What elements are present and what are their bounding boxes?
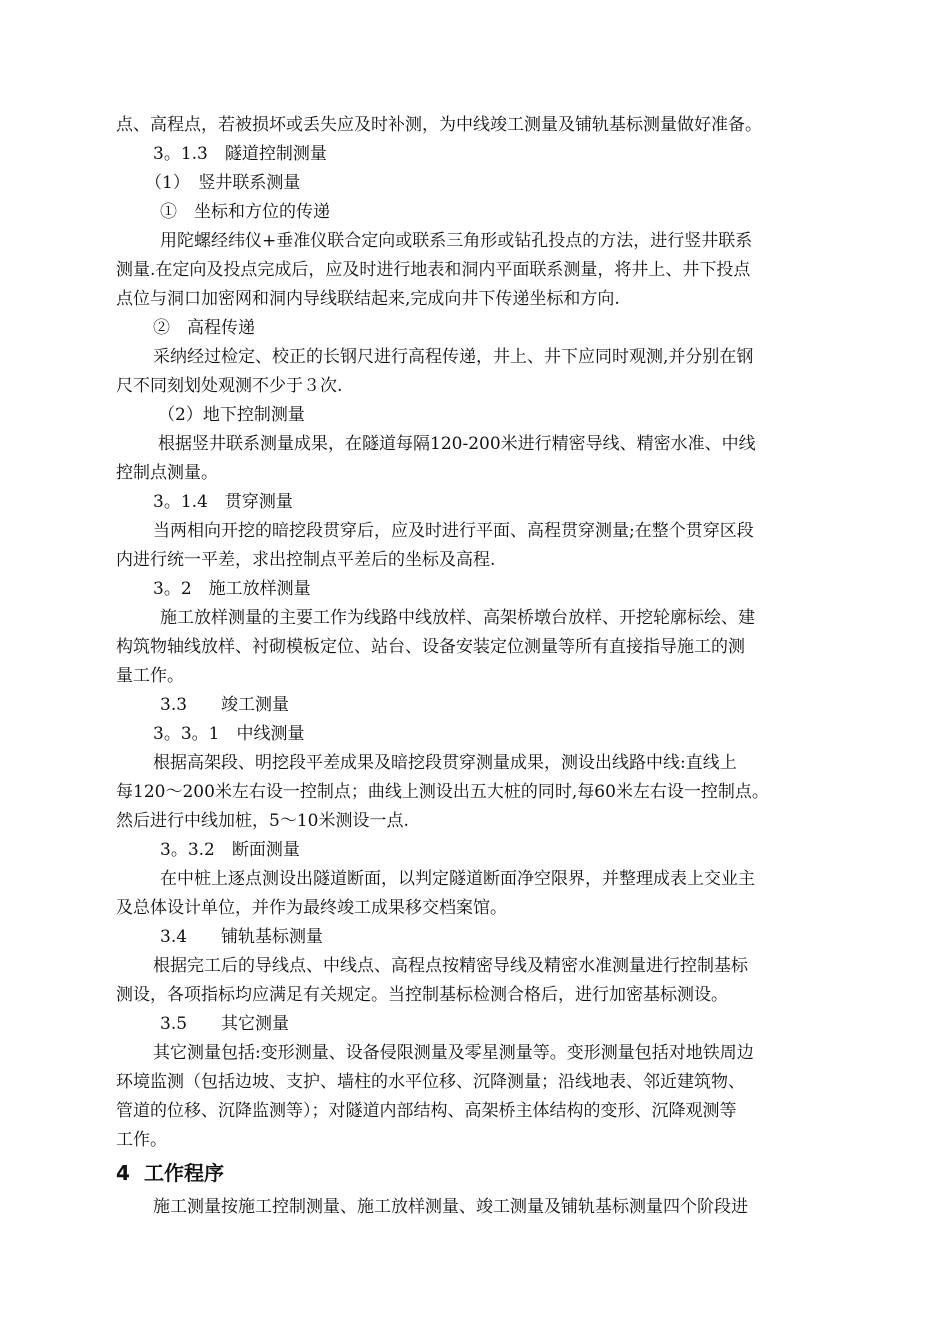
section-heading: 3.4 铺轨基标测量 xyxy=(160,927,324,947)
item-heading: （2）地下控制测量 xyxy=(158,405,305,425)
body-text-line: 在中桩上逐点测设出隧道断面，以判定隧道断面净空限界，并整理成表上交业主 xyxy=(160,869,755,889)
subsection-heading: 3。1.3 隧道控制测量 xyxy=(153,144,327,164)
body-text-line: 管道的位移、沉降监测等）；对隧道内部结构、高架桥主体结构的变形、沉降观测等 xyxy=(116,1101,737,1121)
section-heading: 3.5 其它测量 xyxy=(160,1014,290,1034)
subsection-heading: 3。3。1 中线测量 xyxy=(153,724,305,744)
body-text-line: 量工作。 xyxy=(116,666,184,686)
body-text-line: 点位与洞口加密网和洞内导线联结起来,完成向井下传递坐标和方向. xyxy=(116,289,620,309)
body-text-line: 然后进行中线加桩，5～10米测设一点. xyxy=(116,811,409,831)
subsection-heading: 3。3.2 断面测量 xyxy=(160,840,300,860)
body-text-line: 工作。 xyxy=(116,1130,167,1150)
body-text-line: 每120～200米左右设一控制点；曲线上测设出五大桩的同时,每60米左右设一控制点。 xyxy=(116,782,769,802)
body-text-line: 环境监测（包括边坡、支护、墙柱的水平位移、沉降测量；沿线地表、邻近建筑物、 xyxy=(116,1072,745,1092)
subitem-heading: ① 坐标和方位的传递 xyxy=(160,202,330,222)
body-text-line: 测设，各项指标均应满足有关规定。当控制基标检测合格后，进行加密基标测设。 xyxy=(116,985,728,1005)
body-text-line: 根据完工后的导线点、中线点、高程点按精密导线及精密水准测量进行控制基标 xyxy=(153,956,748,976)
body-text-line: 采纳经过检定、校正的长钢尺进行高程传递，井上、井下应同时观测,并分别在钢 xyxy=(153,347,754,367)
body-text-line: 其它测量包括:变形测量、设备侵限测量及零星测量等。变形测量包括对地铁周边 xyxy=(153,1043,754,1063)
body-text-line: 尺不同刻划处观测不少于３次. xyxy=(116,376,343,396)
chapter-number: 4 xyxy=(116,1161,130,1185)
body-text-line: 根据高架段、明挖段平差成果及暗挖段贯穿测量成果，测设出线路中线:直线上 xyxy=(153,753,737,773)
chapter-title: 工作程序 xyxy=(144,1161,224,1185)
section-heading: 3.3 竣工测量 xyxy=(160,695,290,715)
body-text-line: 施工测量按施工控制测量、施工放样测量、竣工测量及铺轨基标测量四个阶段进 xyxy=(153,1197,748,1217)
body-text-line: 根据竖井联系测量成果，在隧道每隔120-200米进行精密导线、精密水准、中线 xyxy=(158,434,756,454)
item-heading: （1） 竖井联系测量 xyxy=(145,173,301,193)
body-text-line: 当两相向开挖的暗挖段贯穿后，应及时进行平面、高程贯穿测量;在整个贯穿区段 xyxy=(153,521,754,541)
body-text-line: 点、高程点，若被损坏或丢失应及时补测，为中线竣工测量及铺轨基标测量做好准备。 xyxy=(116,115,762,135)
body-text-line: 施工放样测量的主要工作为线路中线放样、高架桥墩台放样、开挖轮廓标绘、建 xyxy=(160,608,755,628)
body-text-line: 控制点测量。 xyxy=(116,463,218,483)
subitem-heading: ② 高程传递 xyxy=(153,318,255,338)
body-text-line: 用陀螺经纬仪+垂准仪联合定向或联系三角形或钻孔投点的方法，进行竖井联系 xyxy=(160,231,753,251)
body-text-line: 内进行统一平差，求出控制点平差后的坐标及高程. xyxy=(116,550,496,570)
body-text-line: 及总体设计单位，并作为最终竣工成果移交档案馆。 xyxy=(116,898,507,918)
body-text-line: 测量.在定向及投点完成后，应及时进行地表和洞内平面联系测量，将井上、井下投点 xyxy=(116,260,751,280)
section-heading: 3。2 施工放样测量 xyxy=(153,579,311,599)
chapter-heading xyxy=(116,1160,224,1186)
body-text-line: 构筑物轴线放样、衬砌模板定位、站台、设备安装定位测量等所有直接指导施工的测 xyxy=(116,637,745,657)
subsection-heading: 3。1.4 贯穿测量 xyxy=(153,492,293,512)
